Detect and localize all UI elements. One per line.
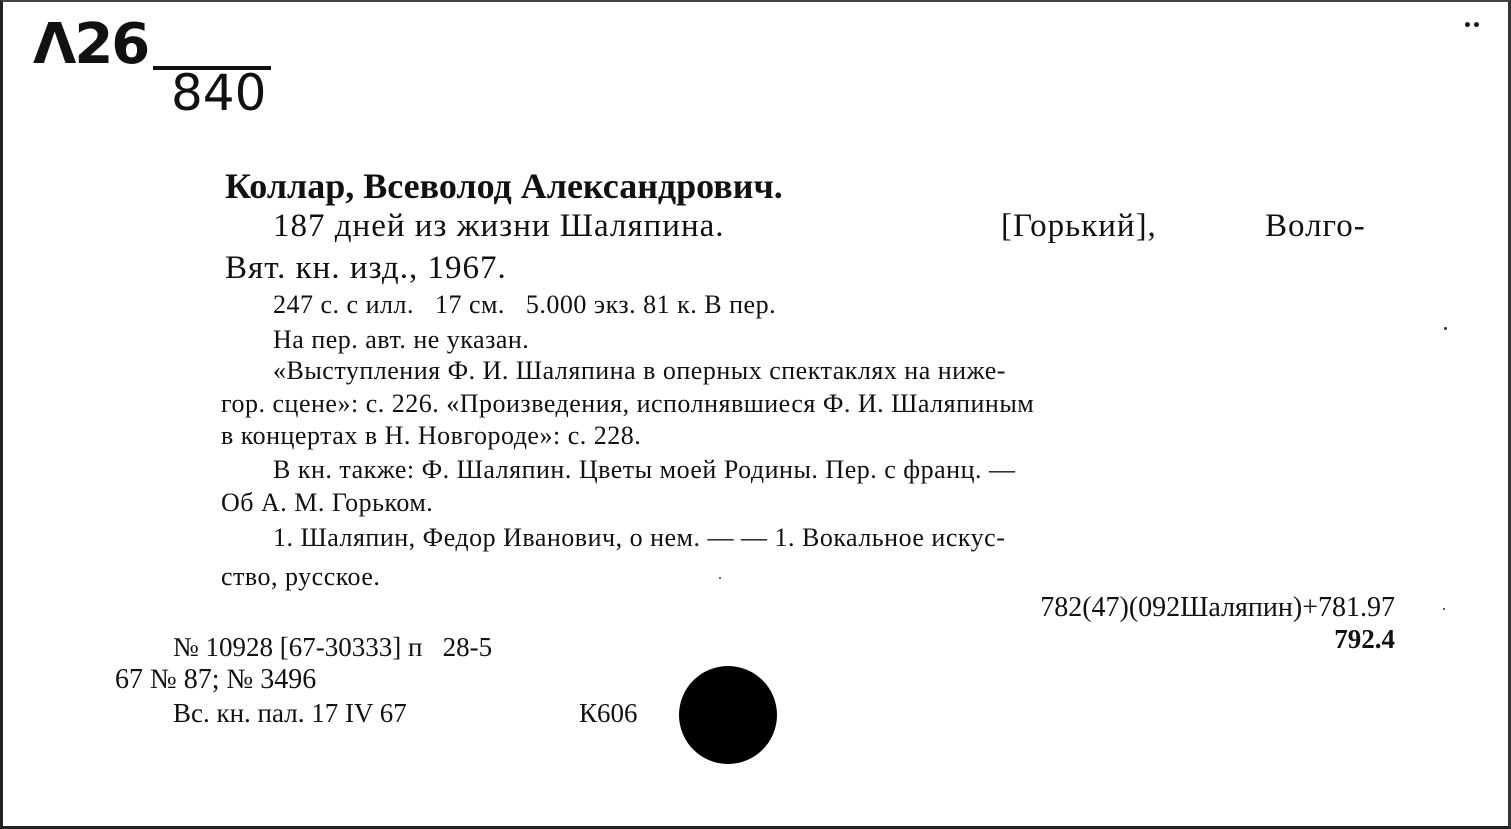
udc-code-secondary: 792.4 [1334, 624, 1395, 654]
speck [1444, 327, 1447, 330]
imprint: Вят. кн. изд., 1967. [225, 250, 507, 286]
handwritten-shelf-code: Λ26 [33, 12, 149, 77]
physical-description: 247 с. с илл. 17 см. 5.000 экз. 81 к. В пер. [273, 290, 777, 319]
note-also-2: Об А. М. Горьком. [221, 488, 434, 517]
note-author: На пер. авт. не указан. [273, 325, 530, 354]
title-place: [Горький], [1001, 208, 1157, 244]
ink-blot [679, 666, 777, 764]
speck [719, 577, 721, 579]
note-contents-3: в концертах в Н. Новгороде»: с. 228. [221, 421, 642, 450]
note-also-1: В кн. также: Ф. Шаляпин. Цветы моей Родины. Пер. с франц. — [273, 455, 1016, 484]
handwritten-number: 840 [171, 64, 267, 122]
record-number: № 10928 [67-30333] п 28-5 [173, 632, 493, 662]
record-chamber: Вс. кн. пал. 17 IV 67 [173, 698, 407, 728]
subject-headings-1: 1. Шаляпин, Федор Иванович, о нем. — — 1. Вокальное искус- [273, 523, 1006, 552]
note-contents-2: гор. сцене»: с. 226. «Произведения, исполнявшиеся Ф. И. Шаляпиным [221, 389, 1035, 418]
title-publisher-start: Волго- [1265, 208, 1366, 244]
record-code: К606 [579, 698, 638, 728]
note-contents-1: «Выступления Ф. И. Шаляпина в оперных спектаклях на ниже- [273, 356, 1006, 385]
author-heading: Коллар, Всеволод Александрович. [225, 166, 783, 206]
speck [1443, 608, 1445, 610]
corner-mark: •• [1463, 18, 1481, 34]
udc-code: 782(47)(092Шаляпин)+781.97 [1040, 592, 1395, 623]
subject-headings-2: ство, русское. [221, 562, 381, 591]
title: 187 дней из жизни Шаляпина. [273, 208, 725, 244]
record-registry: 67 № 87; № 3496 [115, 664, 317, 695]
